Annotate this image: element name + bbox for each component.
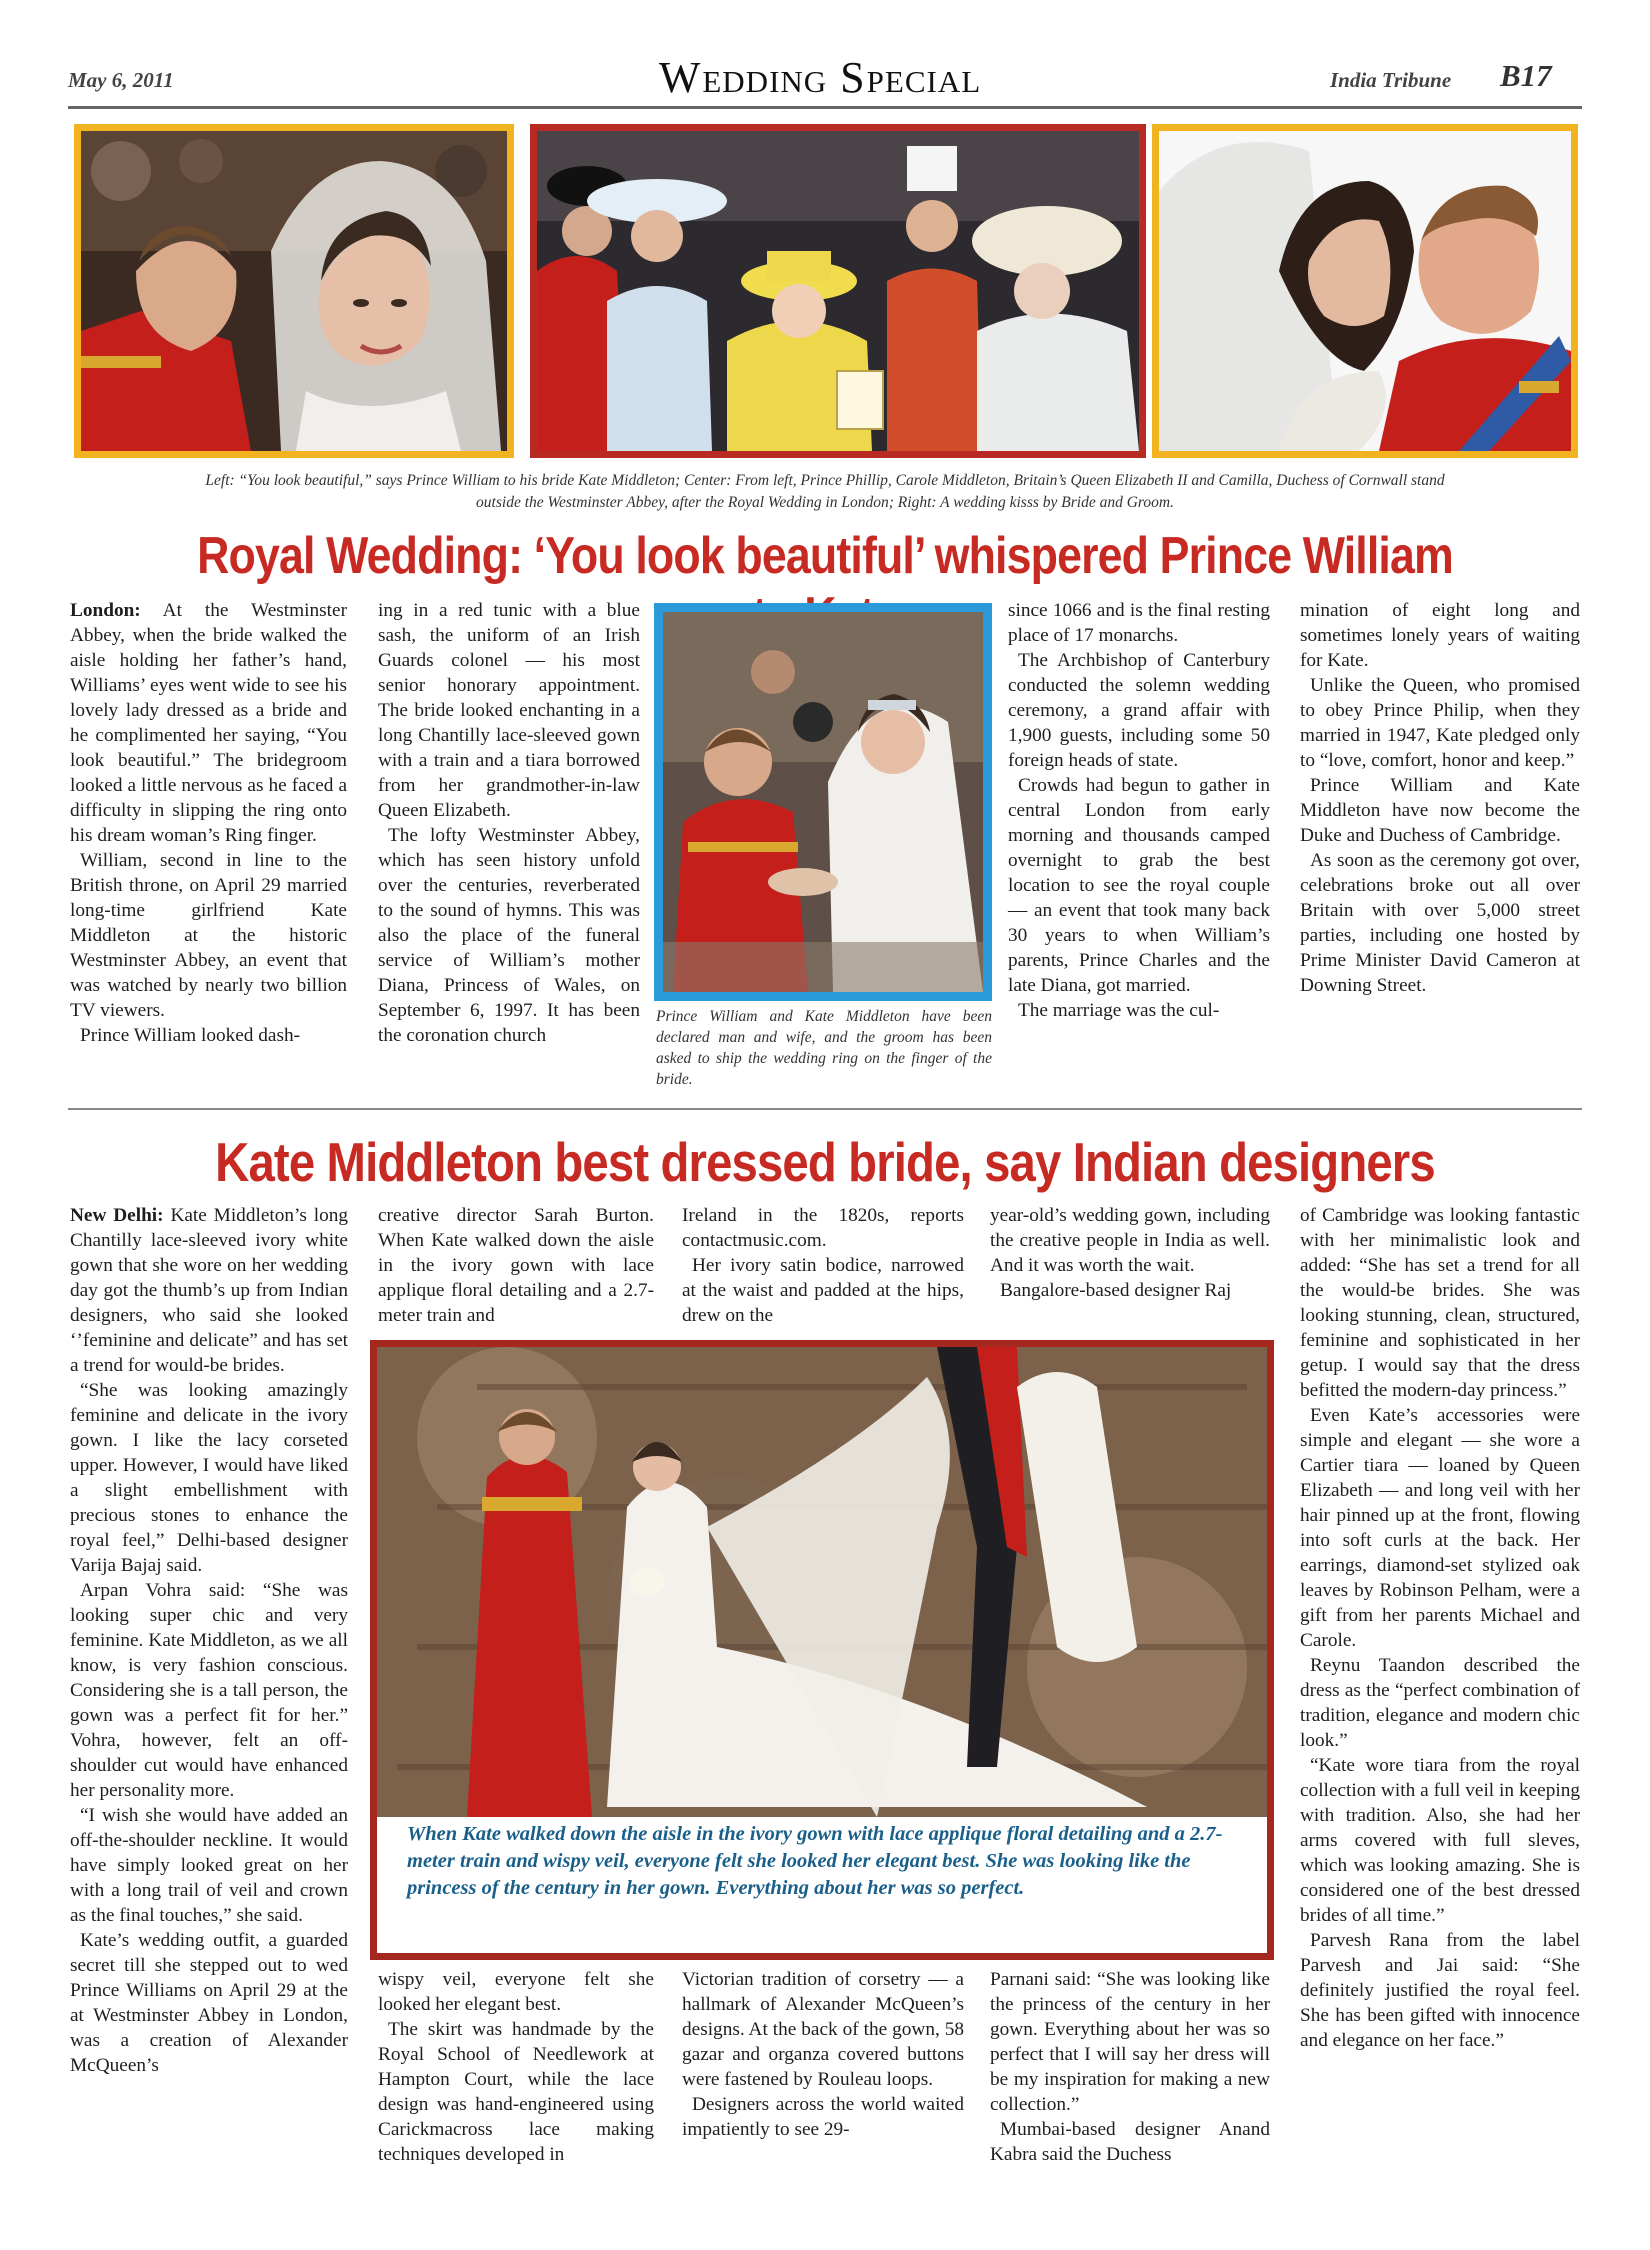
article2-col5	[1300, 1203, 1580, 2053]
article2-col3-bottom	[682, 1967, 964, 2142]
article2-photo-image	[377, 1347, 1267, 1817]
article2-col5-para4: “Kate wore tiara from the royal collection with a full veil in keeping with tradition. Also, she had her arms covered with full sleves, which was looking amazing. She is considered one of the best dressed brides of all time.”	[1300, 1755, 1580, 1926]
article1-col2-para2: The lofty Westminster Abbey, which has seen history unfold over the centuries, reverberated to the sound of hymns. This was also the place of the funeral service of William’s mother Diana, Princess of Wales, on September 6, 1997. It has been the coronation church	[378, 825, 640, 1046]
article1-col1	[70, 598, 347, 1048]
article2-col2-top	[378, 1203, 654, 1328]
section-title-initial-2: S	[840, 53, 867, 102]
article2-col1-para4: “I wish she would have added an off-the-shoulder neckline. It would have simply looked great on her with a long trail of veil and crown as the final touches,” she said.	[70, 1805, 348, 1926]
top-caption-line-2: outside the Westminster Abbey, after the Royal Wedding in London; Right: A wedding kisss by Bride and Groom.	[476, 494, 1174, 511]
article1-col5-para3: Prince William and Kate Middleton have now become the Duke and Duchess of Cambridge.	[1300, 775, 1580, 846]
article1-col5-para2: Unlike the Queen, who promised to obey Prince Philip, when they married in 1947, Kate pledged only to “love, comfort, honor and keep.”	[1300, 675, 1580, 771]
article1-col5	[1300, 598, 1580, 998]
article2-col5-para3: Reynu Taandon described the dress as the “perfect combination of tradition, elegance and modern chic look.”	[1300, 1655, 1580, 1751]
article2-col3-top	[682, 1203, 964, 1328]
article2-col2-top-para: creative director Sarah Burton. When Kate walked down the aisle in the ivory gown with lace applique floral detailing and a 2.7-meter train and	[378, 1205, 654, 1326]
article2-col1-para3: Arpan Vohra said: “She was looking super chic and very feminine. Kate Middleton, as we all know, is very fashion conscious. Considering she is a tall person, the gown was a perfect fit for her.” Vohra, however, felt an off-shoulder cut would have enhanced her personality more.	[70, 1580, 348, 1801]
section-title-initial-1: W	[658, 53, 703, 102]
photo-center	[530, 124, 1146, 458]
article2-col5-para2: Even Kate’s accessories were simple and elegant — she wore a Cartier tiara — loaned by Queen Elizabeth — and long veil with her hair pinned up at the front, flowing into soft curls at the back. Her earrings, diamond-set stylized oak leaves by Robinson Pelham, were a gift from her parents Michael and Carole.	[1300, 1405, 1580, 1651]
article1-dateline: London:	[70, 600, 141, 621]
article1-col2	[378, 598, 640, 1048]
header-rule	[68, 106, 1582, 109]
article1-col5-para1: mination of eight long and sometimes lonely years of waiting for Kate.	[1300, 600, 1580, 671]
article1-col4-para2: The Archbishop of Canterbury conducted the solemn wedding ceremony, a grand affair with 1,900 guests, including some 50 foreign heads of state.	[1008, 650, 1270, 771]
article1-col1-para3: Prince William looked dash-	[80, 1025, 301, 1046]
article1-headline: Royal Wedding: ‘You look beautiful’ whispered Prince William	[197, 527, 1453, 585]
article2-headline: Kate Middleton best dressed bride, say Indian designers	[215, 1131, 1435, 1193]
article1-col1-text1: At the Westminster Abbey, when the bride walked the aisle holding her father’s hand, Williams’ eyes went wide to see his lovely lady dressed as a bride and he complimented her saying, “You look beautiful.” The bridegroom looked a little nervous as he faced a difficulty in slipping the ring onto his dream woman’s Ring finger.	[70, 600, 347, 846]
article2-photo	[377, 1347, 1267, 1817]
article1-col1-para1	[70, 598, 347, 848]
page-number: B17	[1500, 58, 1552, 93]
article2-col4-top-para2: Bangalore-based designer Raj	[1000, 1280, 1232, 1301]
article1-photo	[654, 603, 992, 1001]
top-caption-line-1: Left: “You look beautiful,” says Prince William to his bride Kate Middleton; Center: From left, Prince Phillip, Carole Middleton, Britain’s Queen Elizabeth II and Camilla, Duchess of Cornwall stand	[205, 472, 1445, 489]
article2-photo-caption: When Kate walked down the aisle in the ivory gown with lace applique floral detailing and a 2.7-meter train and wispy veil, everyone felt she looked her elegant best. She was looking like the princess of the century in her gown. Everything about her was so perfect.	[407, 1823, 1223, 1899]
article2-col1-para2: “She was looking amazingly feminine and delicate in the ivory gown. I like the lacy corseted upper. However, I would have liked a slight embellishment with precious stones to enhance the royal feel,” Delhi-based designer Varija Bajaj said.	[70, 1380, 348, 1576]
article2-col3-top-para2: Her ivory satin bodice, narrowed at the waist and padded at the hips, drew on the	[682, 1255, 964, 1326]
section-title-rest-1: EDDING	[702, 64, 828, 99]
article1-col4-para4: The marriage was the cul-	[1018, 1000, 1220, 1021]
section-title	[600, 53, 1040, 102]
publication-name: India Tribune	[1330, 68, 1452, 92]
article2-col4-bottom-para2: Mumbai-based designer Anand Kabra said the Duchess	[990, 2119, 1270, 2165]
section-divider	[68, 1108, 1582, 1110]
article2-col3-bottom-para2: Designers across the world waited impatiently to see 29-	[682, 2094, 964, 2140]
photo-right-image	[1159, 131, 1571, 451]
article2-col3-bottom-para1: Victorian tradition of corsetry — a hallmark of Alexander McQueen’s designs. At the back of the gown, 58 gazar and organza covered buttons were fastened by Rouleau loops.	[682, 1969, 964, 2090]
top-photos-caption	[80, 470, 1570, 514]
article1-col1-para2: William, second in line to the British throne, on April 29 married long-time girlfriend Kate Middleton at the historic Westminster Abbey, an event that was watched by nearly two billion TV viewers.	[70, 850, 347, 1021]
article2-col3-top-para1: Ireland in the 1820s, reports contactmusic.com.	[682, 1205, 964, 1251]
article1-col5-para4: As soon as the ceremony got over, celebrations broke out all over Britain with over 5,000 street parties, including one hosted by Prime Minister David Cameron at Downing Street.	[1300, 850, 1580, 996]
article1-col2-para1: ing in a red tunic with a blue sash, the uniform of an Irish Guards colonel — his most senior honorary appointment. The bride looked enchanting in a long Chantilly lace-sleeved gown with a train and a tiara borrowed from her grandmother-in-law Queen Elizabeth.	[378, 600, 640, 821]
article2-col1	[70, 1203, 348, 2078]
photo-center-image	[537, 131, 1139, 451]
photo-right	[1152, 124, 1578, 458]
article2-col4-top-para1: year-old’s wedding gown, including the creative people in India as well. And it was worth the wait.	[990, 1205, 1270, 1276]
article2-col2-bottom	[378, 1967, 654, 2167]
article2-dateline: New Delhi:	[70, 1205, 164, 1226]
article1-col4-para3: Crowds had begun to gather in central London from early morning and thousands camped overnight to grab the best location to see the royal couple — an event that took many back 30 years to when William’s parents, Prince Charles and the late Diana, got married.	[1008, 775, 1270, 996]
issue-date: May 6, 2011	[68, 68, 174, 92]
article2-col5-para5: Parvesh Rana from the label Parvesh and Jai said: “She definitely justified the royal feel. She has been gifted with innocence and elegance on her face.”	[1300, 1930, 1580, 2051]
article2-col4-bottom	[990, 1967, 1270, 2167]
photo-left-image	[81, 131, 507, 451]
article2-col4-bottom-para1: Parnani said: “She was looking like the princess of the century in her gown. Everything about her was so perfect that I will say her dress will be my inspiration for making a new collection.”	[990, 1969, 1270, 2115]
section-title-rest-2: PECIAL	[866, 64, 982, 99]
article1-photo-image	[663, 612, 983, 992]
article1-col4	[1008, 598, 1270, 1023]
article2-col2-bottom-para1: wispy veil, everyone felt she looked her elegant best.	[378, 1969, 654, 2015]
article2-col5-para1: of Cambridge was looking fantastic with her minimalistic look and added: “She has set a trend for all the would-be brides. She was looking stunning, clean, structured, feminine and sophisticated in her getup. I would say that the dress befitted the modern-day princess.”	[1300, 1205, 1580, 1401]
article1-photo-caption: Prince William and Kate Middleton have been declared man and wife, and the groom has been asked to ship the wedding ring on the finger of the bride.	[656, 1008, 992, 1088]
article2-col1-para5: Kate’s wedding outfit, a guarded secret till she stepped out to wed Prince Williams on April 29 at the at Westminster Abbey in London, was a creation of Alexander McQueen’s	[70, 1930, 348, 2076]
article2-col4-top	[990, 1203, 1270, 1303]
article2-col2-bottom-para2: The skirt was handmade by the Royal School of Needlework at Hampton Court, while the lace design was hand-engineered using Carickmacross lace making techniques developed in	[378, 2019, 654, 2165]
article2-col1-para1	[70, 1203, 348, 1378]
article2-photo-box	[370, 1340, 1274, 1960]
photo-left	[74, 124, 514, 458]
article2-col1-text1: Kate Middleton’s long Chantilly lace-sleeved ivory white gown that she wore on her wedding day got the thumb’s up from Indian designers, who said she looked ‘’feminine and delicate” and has set a trend for would-be brides.	[70, 1205, 348, 1376]
article1-col4-para1: since 1066 and is the final resting place of 17 monarchs.	[1008, 600, 1270, 646]
